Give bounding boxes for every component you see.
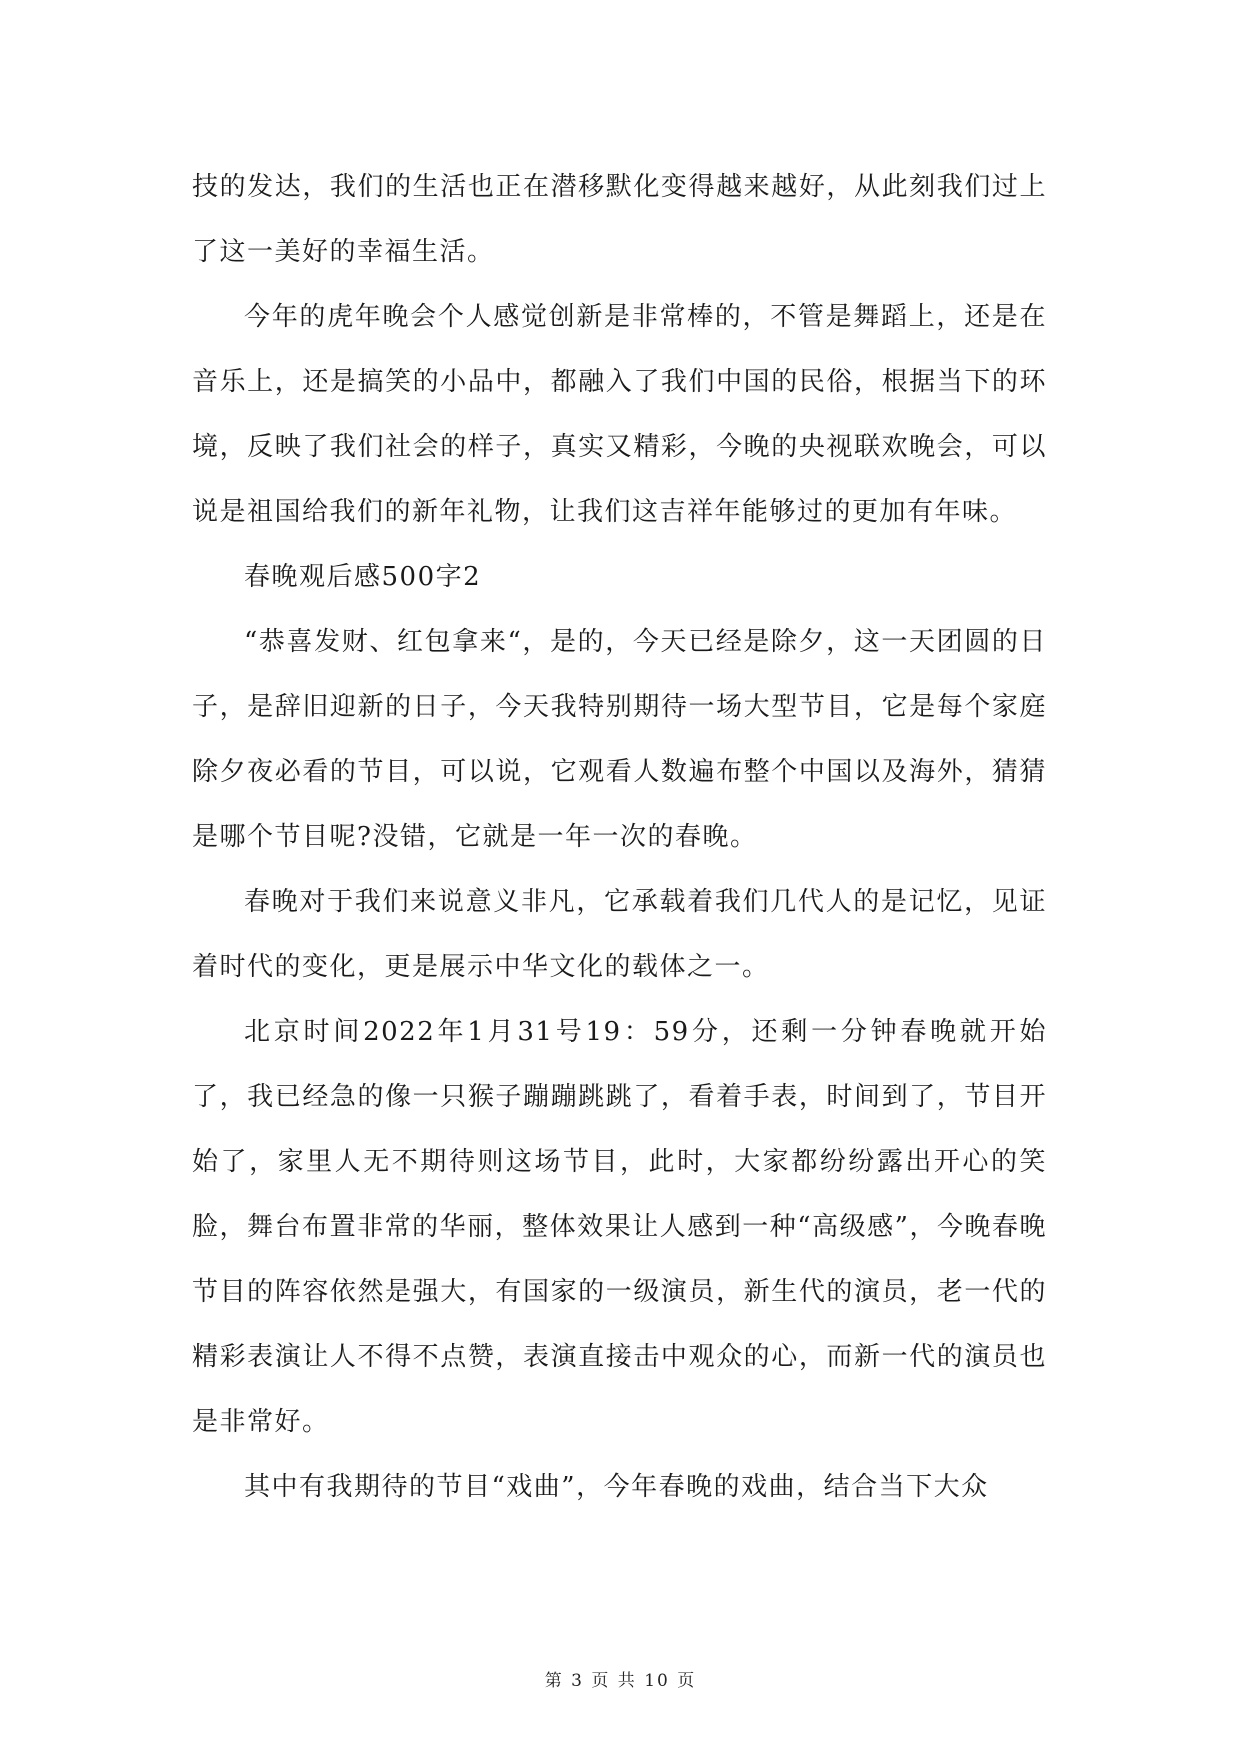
paragraph: 北京时间2022年1月31号19：59分，还剩一分钟春晚就开始了，我已经急的像一只猴子蹦蹦跳跳了，看着手表，时间到了，节目开始了，家里人无不期待则这场节目，此时，大家都纷纷露出开心的笑脸，舞台布置非常的华丽，整体效果让人感到一种“高级感”，今晚春晚节目的阵容依然是强大，有国家的一级演员，新生代的演员，老一代的精彩表演让人不得不点赞，表演直接击中观众的心，而新一代的演员也是非常好。	[192, 1017, 1047, 1437]
paragraph: 今年的虎年晚会个人感觉创新是非常棒的，不管是舞蹈上，还是在音乐上，还是搞笑的小品中，都融入了我们中国的民俗，根据当下的环境，反映了我们社会的样子，真实又精彩，今晚的央视联欢晚会，可以说是祖国给我们的新年礼物，让我们这吉祥年能够过的更加有年味。	[192, 302, 1047, 527]
document-body	[192, 155, 1047, 1520]
paragraph: “恭喜发财、红包拿来“，是的，今天已经是除夕，这一天团圆的日子，是辞旧迎新的日子，今天我特别期待一场大型节目，它是每个家庭除夕夜必看的节目，可以说，它观看人数遍布整个中国以及海外，猜猜是哪个节目呢?没错，它就是一年一次的春晚。	[192, 627, 1047, 852]
paragraph: 其中有我期待的节目“戏曲”，今年春晚的戏曲，结合当下大众	[244, 1472, 989, 1502]
section-heading: 春晚观后感500字2	[244, 562, 482, 592]
paragraph: 春晚对于我们来说意义非凡，它承载着我们几代人的是记忆，见证着时代的变化，更是展示中华文化的载体之一。	[192, 887, 1047, 982]
page-number-footer: 第 3 页 共 10 页	[544, 1671, 697, 1691]
paragraph-continuation: 技的发达，我们的生活也正在潜移默化变得越来越好，从此刻我们过上了这一美好的幸福生活。	[192, 172, 1047, 267]
